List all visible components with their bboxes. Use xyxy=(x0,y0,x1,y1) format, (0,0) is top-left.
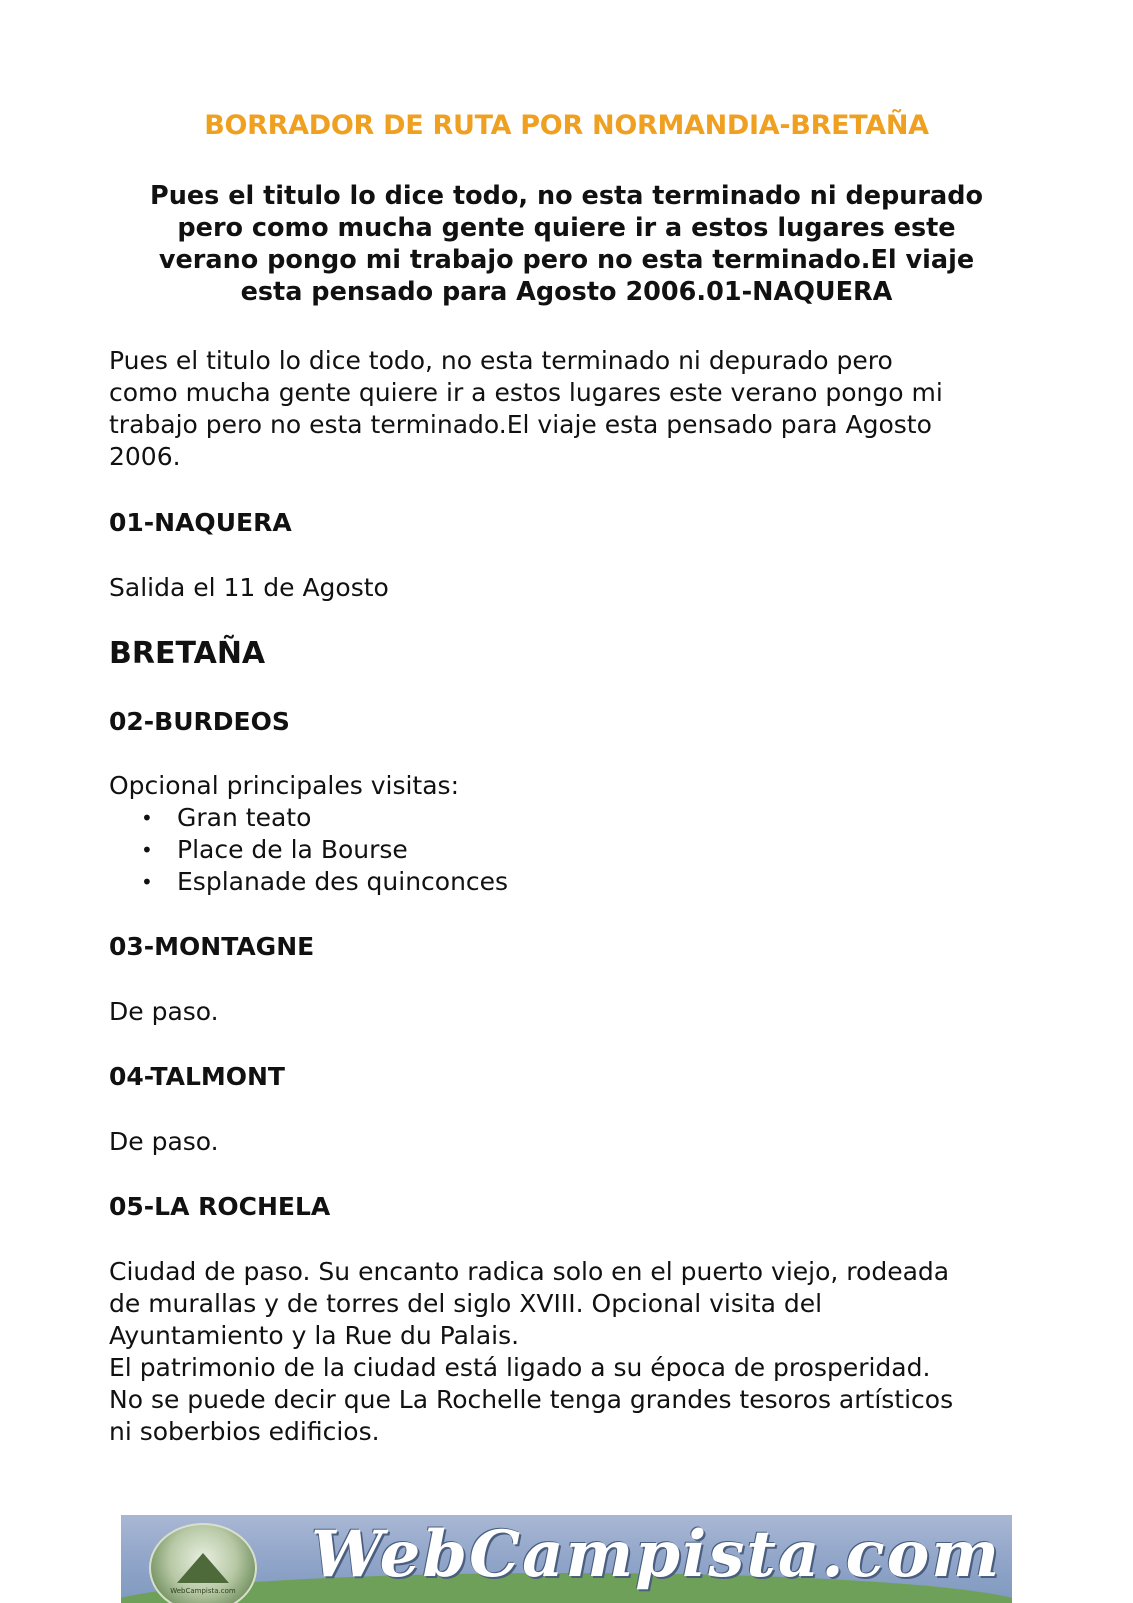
paragraph-line: 2006. xyxy=(109,442,181,471)
description-paragraph xyxy=(109,345,1029,473)
intro-line: Pues el titulo lo dice todo, no esta terminado ni depurado xyxy=(150,181,983,211)
section-heading-talmont: 04-TALMONT xyxy=(109,1062,285,1091)
section-text-burdeos: Opcional principales visitas: xyxy=(109,771,459,800)
section-text-la-rochela xyxy=(109,1256,1029,1448)
document-title: BORRADOR DE RUTA POR NORMANDIA-BRETAÑA xyxy=(204,110,929,141)
banner-brand-text: WebCampista.com xyxy=(311,1517,1002,1592)
paragraph-line: Ciudad de paso. Su encanto radica solo en el puerto viejo, rodeada xyxy=(109,1257,950,1286)
burdeos-visits-list xyxy=(109,802,809,898)
section-heading-naquera: 01-NAQUERA xyxy=(109,508,292,537)
paragraph-line: como mucha gente quiere ir a estos lugares este verano pongo mi xyxy=(109,378,943,407)
list-item xyxy=(109,802,809,834)
section-text-talmont: De paso. xyxy=(109,1127,219,1156)
logo-caption: WebCampista.com xyxy=(170,1587,236,1595)
list-item-label: Esplanade des quinconces xyxy=(177,867,509,896)
bullet-icon: • xyxy=(141,838,153,862)
intro-line: esta pensado para Agosto 2006.01-NAQUERA xyxy=(240,277,893,307)
paragraph-line: Ayuntamiento y la Rue du Palais. xyxy=(109,1321,520,1350)
section-text-naquera: Salida el 11 de Agosto xyxy=(109,573,389,602)
paragraph-line: No se puede decir que La Rochelle tenga grandes tesoros artísticos xyxy=(109,1385,954,1414)
intro-line: pero como mucha gente quiere ir a estos lugares este xyxy=(177,213,956,243)
campsite-logo-icon xyxy=(149,1523,257,1603)
section-text-montagne: De paso. xyxy=(109,997,219,1026)
list-item xyxy=(109,834,809,866)
list-item xyxy=(109,866,809,898)
section-heading-burdeos: 02-BURDEOS xyxy=(109,707,290,736)
intro-line: verano pongo mi trabajo pero no esta terminado.El viaje xyxy=(158,245,975,275)
tent-icon xyxy=(177,1553,229,1583)
list-item-label: Place de la Bourse xyxy=(177,835,408,864)
intro-paragraph xyxy=(120,180,1013,308)
webcampista-banner xyxy=(121,1515,1012,1603)
paragraph-line: trabajo pero no esta terminado.El viaje esta pensado para Agosto xyxy=(109,410,932,439)
bullet-icon: • xyxy=(141,870,153,894)
paragraph-line: ni soberbios edificios. xyxy=(109,1417,380,1446)
paragraph-line: El patrimonio de la ciudad está ligado a su época de prosperidad. xyxy=(109,1353,931,1382)
bullet-icon: • xyxy=(141,806,153,830)
section-heading-la-rochela: 05-LA ROCHELA xyxy=(109,1192,331,1221)
section-heading-montagne: 03-MONTAGNE xyxy=(109,932,315,961)
paragraph-line: Pues el titulo lo dice todo, no esta terminado ni depurado pero xyxy=(109,346,893,375)
paragraph-line: de murallas y de torres del siglo XVIII. Opcional visita del xyxy=(109,1289,823,1318)
region-heading-bretana: BRETAÑA xyxy=(109,636,266,671)
list-item-label: Gran teato xyxy=(177,803,312,832)
